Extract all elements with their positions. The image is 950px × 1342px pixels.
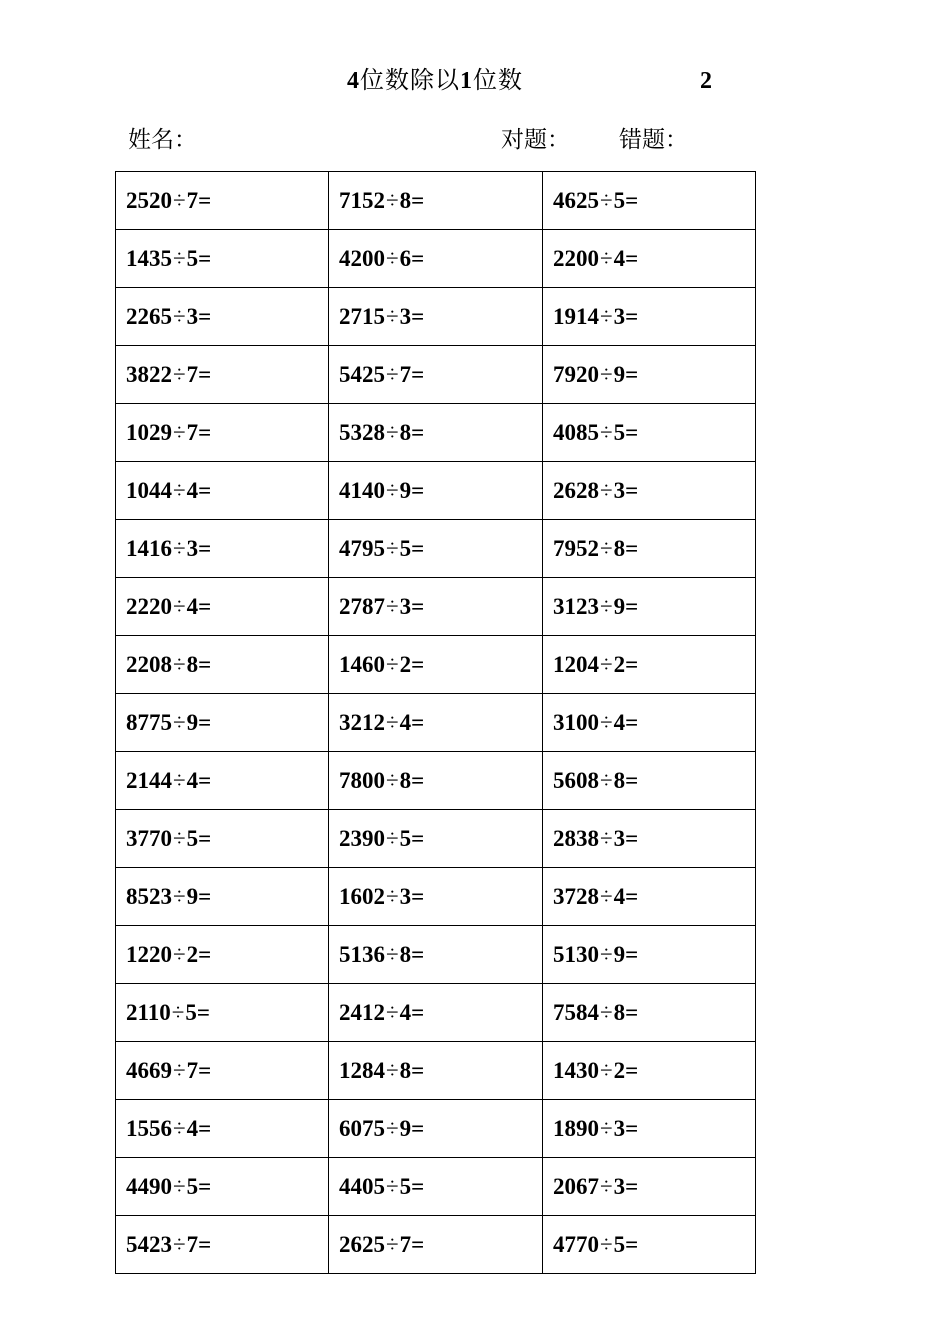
- problem-cell: 4200÷6=: [329, 230, 543, 288]
- problem-cell: 2715÷3=: [329, 288, 543, 346]
- problem-cell: 1430÷2=: [543, 1042, 756, 1100]
- table-row: [116, 288, 756, 346]
- table-row: [116, 1158, 756, 1216]
- problem-cell: 4669÷7=: [116, 1042, 329, 1100]
- table-row: [116, 926, 756, 984]
- problem-cell: 5425÷7=: [329, 346, 543, 404]
- table-row: [116, 636, 756, 694]
- problem-cell: 5608÷8=: [543, 752, 756, 810]
- problem-cell: 2208÷8=: [116, 636, 329, 694]
- table-row: [116, 230, 756, 288]
- problem-cell: 4085÷5=: [543, 404, 756, 462]
- table-row: [116, 578, 756, 636]
- table-row: [116, 346, 756, 404]
- problem-cell: 4405÷5=: [329, 1158, 543, 1216]
- table-row: [116, 462, 756, 520]
- problem-cell: 2110÷5=: [116, 984, 329, 1042]
- table-row: [116, 1100, 756, 1158]
- problem-cell: 2067÷3=: [543, 1158, 756, 1216]
- problem-cell: 4770÷5=: [543, 1216, 756, 1274]
- problem-cell: 1204÷2=: [543, 636, 756, 694]
- problem-cell: 2220÷4=: [116, 578, 329, 636]
- problem-cell: 2838÷3=: [543, 810, 756, 868]
- problem-cell: 3822÷7=: [116, 346, 329, 404]
- problem-cell: 1416÷3=: [116, 520, 329, 578]
- problem-cell: 7920÷9=: [543, 346, 756, 404]
- problem-cell: 3728÷4=: [543, 868, 756, 926]
- problem-cell: 1220÷2=: [116, 926, 329, 984]
- problem-cell: 1602÷3=: [329, 868, 543, 926]
- problem-cell: 7952÷8=: [543, 520, 756, 578]
- problem-cell: 2390÷5=: [329, 810, 543, 868]
- problem-cell: 5423÷7=: [116, 1216, 329, 1274]
- problem-cell: 2265÷3=: [116, 288, 329, 346]
- problem-cell: 6075÷9=: [329, 1100, 543, 1158]
- problem-cell: 4625÷5=: [543, 172, 756, 230]
- problem-cell: 5328÷8=: [329, 404, 543, 462]
- problem-cell: 3770÷5=: [116, 810, 329, 868]
- problem-cell: 1435÷5=: [116, 230, 329, 288]
- problem-cell: 4140÷9=: [329, 462, 543, 520]
- problem-cell: 1556÷4=: [116, 1100, 329, 1158]
- problem-cell: 1029÷7=: [116, 404, 329, 462]
- problem-cell: 2412÷4=: [329, 984, 543, 1042]
- problem-cell: 5136÷8=: [329, 926, 543, 984]
- table-row: [116, 1216, 756, 1274]
- problem-table: [115, 171, 756, 1274]
- problem-cell: 2625÷7=: [329, 1216, 543, 1274]
- problem-cell: 4795÷5=: [329, 520, 543, 578]
- problem-cell: 2628÷3=: [543, 462, 756, 520]
- problem-cell: 7800÷8=: [329, 752, 543, 810]
- problem-cell: 1284÷8=: [329, 1042, 543, 1100]
- problem-cell: 3123÷9=: [543, 578, 756, 636]
- problem-cell: 8775÷9=: [116, 694, 329, 752]
- problem-cell: 4490÷5=: [116, 1158, 329, 1216]
- problem-table-body: [116, 172, 756, 1274]
- problem-cell: 5130÷9=: [543, 926, 756, 984]
- problem-cell: 1914÷3=: [543, 288, 756, 346]
- table-row: [116, 404, 756, 462]
- problem-cell: 7152÷8=: [329, 172, 543, 230]
- page-number: 2: [700, 68, 712, 94]
- table-row: [116, 810, 756, 868]
- problem-cell: 1460÷2=: [329, 636, 543, 694]
- table-row: [116, 752, 756, 810]
- correct-count-label: 对题：: [501, 127, 570, 152]
- problem-cell: 3212÷4=: [329, 694, 543, 752]
- problem-cell: 2200÷4=: [543, 230, 756, 288]
- table-row: [116, 1042, 756, 1100]
- problem-cell: 3100÷4=: [543, 694, 756, 752]
- wrong-count-label: 错题：: [619, 127, 688, 152]
- problem-cell: 2144÷4=: [116, 752, 329, 810]
- problem-cell: 2787÷3=: [329, 578, 543, 636]
- worksheet-title: 4位数除以1位数: [347, 68, 523, 94]
- table-row: [116, 172, 756, 230]
- problem-cell: 1044÷4=: [116, 462, 329, 520]
- table-row: [116, 984, 756, 1042]
- table-row: [116, 520, 756, 578]
- table-row: [116, 868, 756, 926]
- problem-cell: 1890÷3=: [543, 1100, 756, 1158]
- problem-cell: 7584÷8=: [543, 984, 756, 1042]
- name-field-label: 姓名：: [128, 127, 197, 152]
- problem-cell: 2520÷7=: [116, 172, 329, 230]
- problem-cell: 8523÷9=: [116, 868, 329, 926]
- table-row: [116, 694, 756, 752]
